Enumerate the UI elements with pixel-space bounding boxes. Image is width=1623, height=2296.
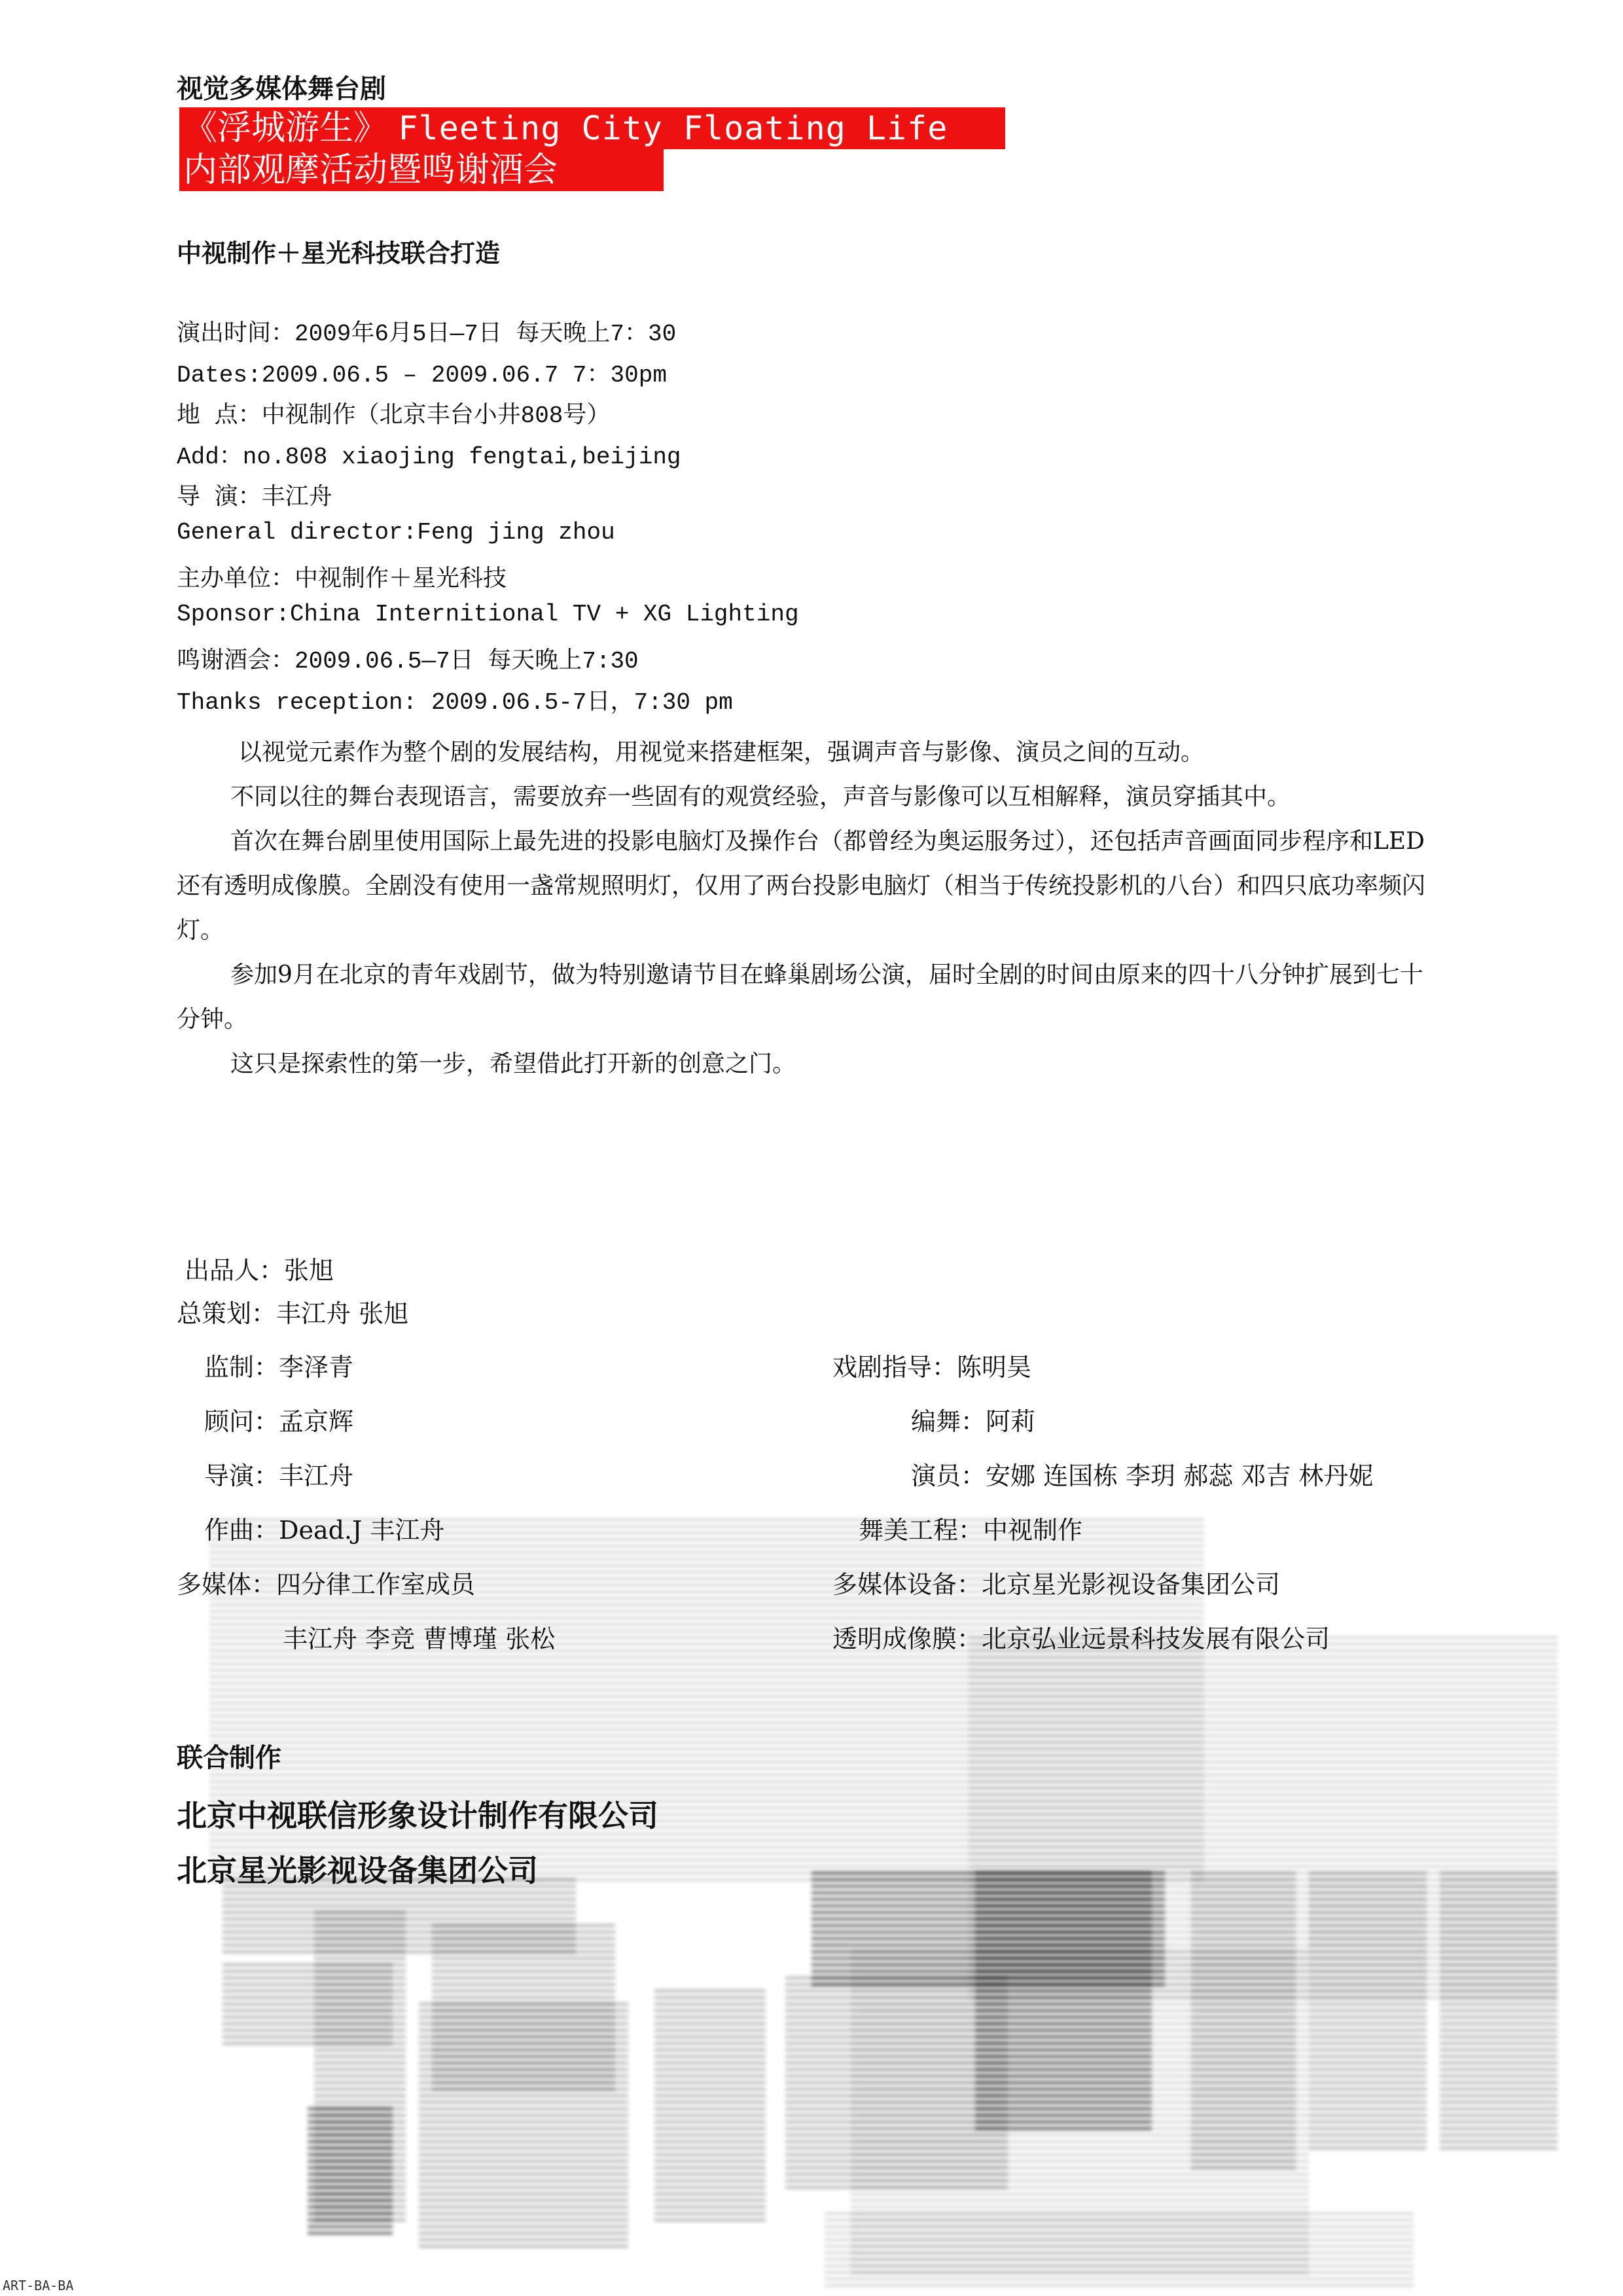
paragraph-4: 参加9月在北京的青年戏剧节，做为特别邀请节目在蜂巢剧场公演，届时全剧的时间由原来的四十八分钟扩展到七十分钟。 xyxy=(177,961,1423,1033)
credit-drama-coach: 戏剧指导：陈明昊 xyxy=(832,1353,1032,1382)
credit-multimedia-equipment: 多媒体设备：北京星光影视设备集团公司 xyxy=(832,1570,1281,1599)
company-2: 北京星光影视设备集团公司 xyxy=(177,1853,538,1888)
info-line-date-en: Dates:2009.06.5 – 2009.06.7 7：30pm xyxy=(177,362,667,389)
info-line-director-zh: 导 演：丰江舟 xyxy=(177,484,332,511)
paragraph-1: 以视觉元素作为整个剧的发展结构，用视觉来搭建框架，强调声音与影像、演员之间的互动。 xyxy=(238,739,1205,766)
credit-planner: 总策划：丰江舟 张旭 xyxy=(177,1299,409,1328)
paragraph-3: 首次在舞台剧里使用国际上最先进的投影电脑灯及操作台（都曾经为奥运服务过），还包括声音画面同步程序和LED还有透明成像膜。全剧没有使用一盏常规照明灯，仅用了两台投影电脑灯（相当于传统投影机的八台）和四只底功率频闪灯。 xyxy=(177,828,1426,944)
info-line-reception-en: Thanks reception: 2009.06.5-7日，7:30 pm xyxy=(177,689,733,716)
info-line-venue-en: Add：no.808 xiaojing fengtai,beijing xyxy=(177,444,681,471)
credit-composer: 作曲：Dead.J 丰江舟 xyxy=(204,1516,445,1545)
subtitle: 视觉多媒体舞台剧 xyxy=(177,73,386,104)
info-line-date-zh: 演出时间：2009年6月5日—7日 每天晚上7：30 xyxy=(177,321,677,348)
credit-stage-engineering: 舞美工程：中视制作 xyxy=(859,1516,1083,1545)
info-line-sponsor-en: Sponsor:China Internitional TV + XG Lighting xyxy=(177,601,799,628)
title-banner xyxy=(179,107,1005,149)
producers-line: 中视制作＋星光科技联合打造 xyxy=(177,238,501,268)
credit-transparent-film: 透明成像膜：北京弘业远景科技发展有限公司 xyxy=(832,1624,1330,1653)
title-en: Fleeting City Floating Life xyxy=(398,109,948,147)
info-line-reception-zh: 鸣谢酒会：2009.06.5—7日 每天晚上7:30 xyxy=(177,648,639,675)
paragraph-5: 这只是探索性的第一步，希望借此打开新的创意之门。 xyxy=(230,1050,796,1077)
credit-multimedia-members: 丰江舟 李竞 曹博瑾 张松 xyxy=(283,1624,556,1653)
joint-production-title: 联合制作 xyxy=(177,1742,281,1773)
info-line-venue-zh: 地 点：中视制作（北京丰台小井808号） xyxy=(177,403,611,429)
credit-director: 导演：丰江舟 xyxy=(204,1462,354,1490)
credit-cast: 演员：安娜 连国栋 李玥 郝蕊 邓吉 林丹妮 xyxy=(911,1462,1374,1490)
credit-supervisor: 监制：李泽青 xyxy=(204,1353,354,1382)
info-line-director-en: General director:Feng jing zhou xyxy=(177,519,615,546)
company-1: 北京中视联信形象设计制作有限公司 xyxy=(177,1798,658,1833)
info-line-sponsor-zh: 主办单位：中视制作＋星光科技 xyxy=(177,566,507,593)
footer-stamp: ART-BA-BA xyxy=(3,2278,74,2293)
event-banner: 内部观摩活动暨鸣谢酒会 xyxy=(179,149,664,191)
credit-presenter: 出品人：张旭 xyxy=(185,1256,334,1285)
credit-advisor: 顾问：孟京辉 xyxy=(204,1407,354,1436)
paragraph-2: 不同以往的舞台表现语言，需要放弃一些固有的观赏经验，声音与影像可以互相解释，演员穿插其中。 xyxy=(230,783,1291,810)
credit-multimedia: 多媒体：四分律工作室成员 xyxy=(177,1570,476,1599)
title-zh: 《浮城游生》 xyxy=(183,109,388,148)
credit-choreographer: 编舞：阿莉 xyxy=(911,1407,1036,1436)
